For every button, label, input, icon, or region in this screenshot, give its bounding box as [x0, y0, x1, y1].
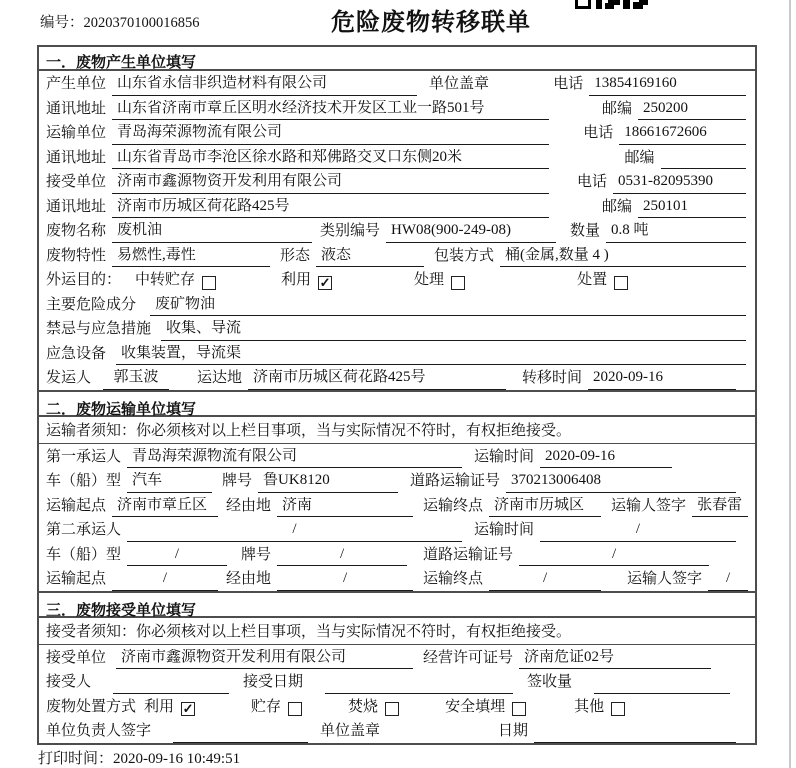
document-header	[0, 0, 796, 45]
transporter-unit-label: 运输单位	[46, 125, 107, 141]
emergency-equipment-row	[39, 341, 755, 366]
receiver-unit-value: 济南市鑫源物资开发利用有限公司	[112, 173, 549, 194]
receiver-notice	[39, 618, 755, 645]
print-time-value: 2020-09-16 10:49:51	[113, 751, 241, 767]
zip-label: 邮编	[602, 198, 633, 215]
transporter-zip-value	[661, 165, 746, 169]
dispatch-row	[39, 365, 755, 390]
receiver-zip-value: 250101	[638, 198, 746, 219]
stamp-label: 单位盖章	[429, 76, 490, 92]
route-start-value: /	[112, 570, 218, 591]
transporter-sign-value: /	[708, 570, 748, 591]
receive-unit-label: 接受单位	[46, 649, 107, 666]
carrier1-row	[39, 444, 755, 469]
qr-code-partial-icon	[575, 0, 655, 10]
emergency-equipment-value: 收集装置，导流渠	[116, 345, 746, 366]
producer-zip-value: 250200	[638, 100, 746, 121]
route-via-value: 济南	[277, 497, 413, 518]
route-via-value: /	[277, 570, 413, 591]
route-start-label: 运输起点	[46, 497, 107, 514]
checkbox-unchecked-icon	[385, 702, 399, 716]
transport-time-label: 运输时间	[474, 522, 535, 538]
packaging-value: 桶(金属,数量 4 )	[500, 247, 746, 268]
waste-name-row	[39, 218, 755, 243]
receive-unit-row	[39, 645, 755, 670]
waste-name-value: 废机油	[112, 222, 312, 243]
disposal-method-label: 废物处置方式	[46, 698, 137, 715]
date-label: 日期	[498, 723, 529, 739]
emergency-measures-label: 禁忌与应急措施	[46, 321, 152, 337]
producer-unit-row	[39, 71, 755, 96]
checkbox-unchecked-icon	[611, 702, 625, 716]
checkbox-label: 利用	[144, 698, 175, 715]
serial-label: 编号：	[40, 15, 84, 31]
checkbox-label: 处置	[577, 272, 608, 288]
route-end-value: /	[489, 570, 601, 591]
receiver-unit-row	[39, 169, 755, 194]
road-permit-label: 道路运输证号	[423, 546, 514, 563]
checkbox-label: 利用	[281, 272, 312, 288]
purpose-dispose-checkbox	[577, 272, 628, 292]
phone-label: 电话	[577, 174, 608, 190]
waste-traits-row	[39, 243, 755, 268]
receiver-phone-value: 0531-82095390	[613, 173, 746, 194]
destination-label: 运达地	[197, 370, 243, 386]
route-start-label: 运输起点	[46, 571, 107, 587]
receive-unit-value: 济南市鑫源物资开发利用有限公司	[116, 649, 413, 670]
transport-time-value: 2020-09-16	[540, 448, 672, 469]
zip-label: 邮编	[602, 100, 633, 117]
transfer-purpose-label: 外运目的：	[46, 272, 122, 288]
transporter-address-value: 山东省青岛市李沧区徐水路和郑佛路交叉口东侧20米	[112, 149, 549, 170]
section3-heading: 三．废物接受单位填写	[39, 591, 755, 618]
transporter-unit-row	[39, 120, 755, 145]
checkbox-label: 贮存	[251, 698, 282, 715]
received-quantity-label: 签收量	[527, 674, 573, 690]
receiver-person-row	[39, 669, 755, 694]
plate-number-label: 牌号	[241, 546, 272, 563]
vehicle2-row	[39, 542, 755, 567]
received-quantity-value	[594, 690, 730, 694]
route-end-label: 运输终点	[423, 571, 484, 587]
hazard-components-label: 主要危险成分	[46, 296, 137, 313]
transfer-time-value: 2020-09-16	[588, 369, 736, 390]
quantity-value: 0.8 吨	[606, 222, 746, 243]
category-code-value: HW08(900-249-08)	[386, 222, 556, 243]
purpose-utilize-checkbox	[281, 272, 332, 292]
section2-heading: 二．废物运输单位填写	[39, 390, 755, 417]
waste-traits-label: 废物特性	[46, 247, 107, 264]
producer-phone-value: 13854169160	[589, 75, 746, 96]
hazard-components-row	[39, 292, 755, 317]
packaging-label: 包装方式	[434, 247, 495, 264]
receiver-address-row	[39, 194, 755, 219]
second-carrier-label: 第二承运人	[46, 522, 122, 538]
checkbox-label: 其他	[574, 698, 605, 715]
document-title: 危险废物转移联单	[331, 10, 531, 36]
emergency-measures-row	[39, 316, 755, 341]
address-label: 通讯地址	[46, 198, 107, 215]
producer-unit-value: 山东省永信非织造材料有限公司	[112, 75, 417, 96]
date-value	[534, 739, 736, 743]
vehicle-type-value: /	[127, 546, 227, 567]
first-carrier-value: 青岛海荣源物流有限公司	[127, 448, 462, 469]
purpose-treat-checkbox	[414, 272, 465, 292]
producer-address-row	[39, 96, 755, 121]
vehicle1-row	[39, 468, 755, 493]
signature-row	[39, 718, 755, 743]
category-code-label: 类别编号	[320, 223, 381, 239]
route-via-label: 经由地	[226, 571, 272, 587]
unit-stamp-label: 单位盖章	[320, 723, 381, 739]
disposal-other-checkbox	[574, 699, 625, 719]
route-end-value: 济南市历城区	[489, 497, 601, 518]
serial-value: 2020370100016856	[83, 15, 200, 31]
transporter-phone-value: 18661672606	[619, 124, 746, 145]
carrier2-row	[39, 517, 755, 542]
road-permit-value: 370213006408	[506, 472, 736, 493]
receiver-person-label: 接受人	[46, 674, 92, 690]
zip-label: 邮编	[624, 149, 655, 166]
vehicle-type-label: 车（船）型	[46, 473, 122, 489]
purpose-transfer-storage-checkbox	[135, 272, 216, 292]
checkbox-unchecked-icon	[512, 702, 526, 716]
responsible-signature-label: 单位负责人签字	[46, 723, 152, 739]
checkbox-unchecked-icon	[288, 702, 302, 716]
phone-label: 电话	[553, 76, 584, 92]
hazard-components-value: 废矿物油	[150, 296, 746, 317]
producer-address-value: 山东省济南市章丘区明水经济技术开发区工业一路501号	[112, 100, 549, 121]
road-permit-value: /	[519, 546, 709, 567]
print-time-label: 打印时间：	[38, 751, 114, 767]
route-via-label: 经由地	[226, 497, 272, 514]
waste-traits-value: 易燃性,毒性	[112, 247, 270, 268]
plate-number-label: 牌号	[222, 473, 253, 489]
receiver-unit-label: 接受单位	[46, 174, 107, 190]
checkbox-unchecked-icon	[451, 276, 465, 290]
phone-label: 电话	[583, 125, 614, 141]
license-number-value: 济南危证02号	[519, 649, 711, 670]
emergency-equipment-label: 应急设备	[46, 345, 107, 362]
vehicle-type-value: 汽车	[127, 472, 212, 493]
section1-heading: 一．废物产生单位填写	[39, 47, 755, 71]
vehicle-type-label: 车（船）型	[46, 546, 122, 563]
disposal-landfill-checkbox	[445, 699, 526, 719]
license-number-label: 经营许可证号	[423, 649, 514, 666]
transfer-purpose-row	[39, 267, 755, 292]
checkbox-checked-icon: ✓	[319, 274, 331, 290]
serial-number-field	[40, 11, 200, 32]
route-start-value: 济南市章丘区	[112, 497, 218, 518]
transporter-notice-text: 运输者须知：你必须核对以上栏目事项，当与实际情况不符时，有权拒绝接受。	[46, 423, 572, 439]
transporter-sign-label: 运输人签字	[627, 571, 703, 587]
receive-date-label: 接受日期	[243, 674, 304, 690]
checkbox-label: 焚烧	[348, 698, 379, 715]
waste-name-label: 废物名称	[46, 223, 107, 239]
form-state-label: 形态	[280, 247, 311, 264]
receive-date-value	[325, 690, 513, 694]
receiver-address-value: 济南市历城区荷花路425号	[112, 198, 549, 219]
route1-row	[39, 493, 755, 518]
disposal-utilize-checkbox	[144, 699, 195, 719]
plate-number-value: 鲁UK8120	[258, 472, 398, 493]
checkbox-label: 中转贮存	[135, 272, 196, 288]
quantity-label: 数量	[570, 223, 601, 239]
transporter-notice	[39, 417, 755, 444]
second-carrier-value: /	[127, 521, 462, 542]
receiver-notice-text: 接受者须知：你必须核对以上栏目事项，当与实际情况不符时，有权拒绝接受。	[46, 624, 572, 640]
page-right-edge	[789, 0, 791, 768]
checkbox-unchecked-icon	[614, 276, 628, 290]
plate-number-value: /	[277, 546, 407, 567]
responsible-signature-value	[173, 739, 308, 743]
address-label: 通讯地址	[46, 100, 107, 117]
producer-unit-label: 产生单位	[46, 76, 107, 92]
checkbox-unchecked-icon	[202, 276, 216, 290]
checkbox-label: 处理	[414, 272, 445, 288]
transport-time-label: 运输时间	[474, 448, 535, 465]
disposal-method-row	[39, 694, 755, 719]
first-carrier-label: 第一承运人	[46, 448, 122, 465]
transporter-sign-value: 张春雷	[692, 497, 748, 518]
transporter-sign-label: 运输人签字	[611, 497, 687, 514]
destination-value: 济南市历城区荷花路425号	[248, 369, 506, 390]
print-time-line	[38, 747, 240, 768]
form-state-value: 液态	[316, 247, 424, 268]
dispatcher-label: 发运人	[46, 370, 92, 386]
address-label: 通讯地址	[46, 149, 107, 166]
receiver-person-value	[113, 690, 229, 694]
transporter-address-row	[39, 145, 755, 170]
emergency-measures-value: 收集、导流	[161, 320, 746, 341]
dispatcher-value: 郭玉波	[103, 369, 169, 390]
disposal-incinerate-checkbox	[348, 699, 399, 719]
route2-row	[39, 566, 755, 591]
checkbox-label: 安全填埋	[445, 698, 506, 715]
transporter-unit-value: 青岛海荣源物流有限公司	[112, 124, 549, 145]
checkbox-checked-icon: ✓	[182, 701, 194, 716]
disposal-storage-checkbox	[251, 699, 302, 719]
transport-time-value: /	[540, 521, 736, 542]
transfer-time-label: 转移时间	[522, 370, 583, 386]
manifest-form	[37, 45, 757, 745]
route-end-label: 运输终点	[423, 497, 484, 514]
road-permit-label: 道路运输证号	[410, 473, 501, 489]
